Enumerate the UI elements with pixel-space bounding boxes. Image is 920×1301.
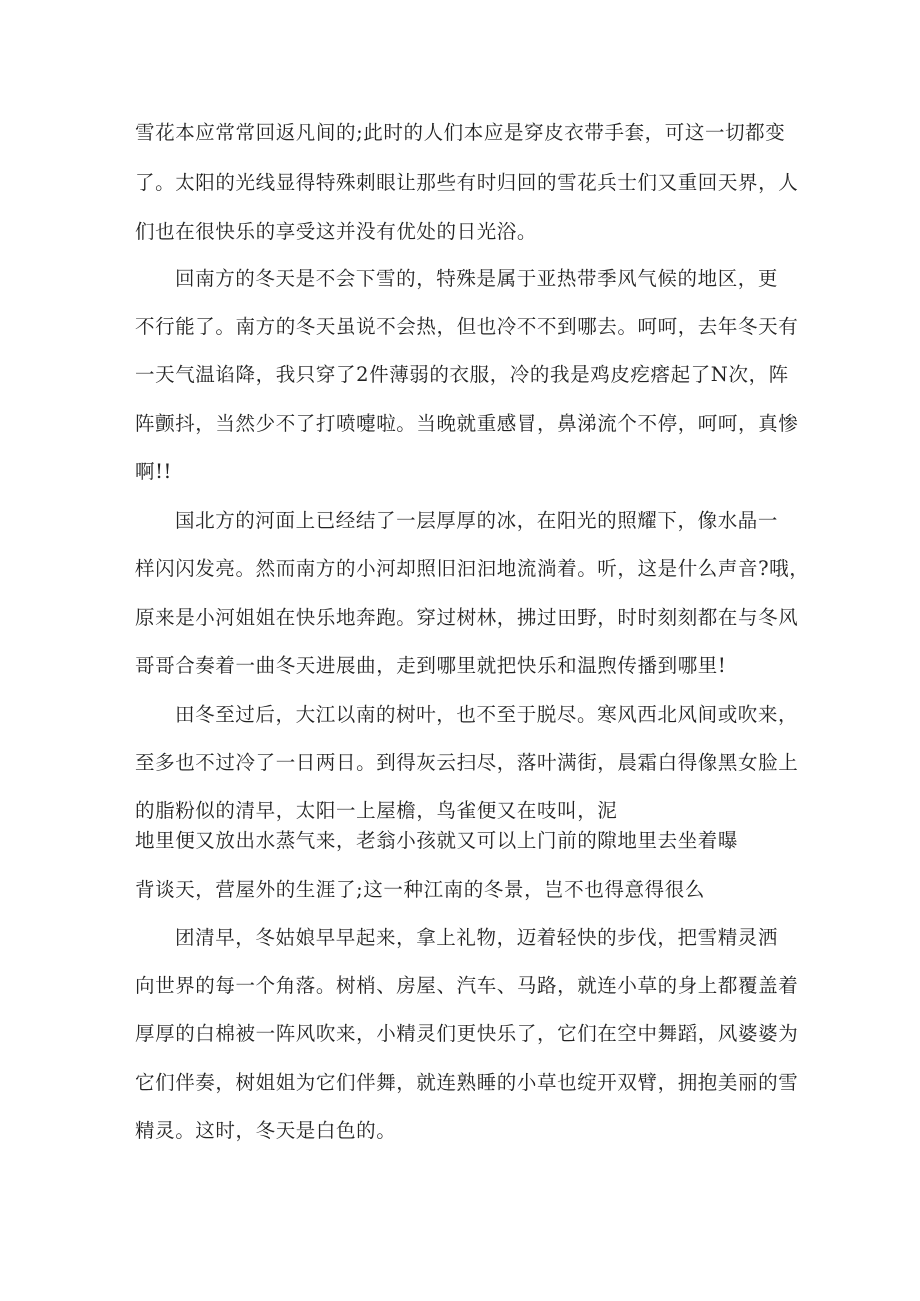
text-line-22: 精灵。这时，冬天是白色的。 [135,1119,397,1142]
text-line-21: 它们伴奏，树姐姐为它们伴舞，就连熟睡的小草也绽开双臂，拥抱美丽的雪 [135,1071,799,1094]
text-line-20: 厚厚的白棉被一阵风吹来，小精灵们更快乐了，它们在空中舞蹈，风婆婆为 [135,1022,799,1045]
text-line-9: 国北方的河面上已经结了一层厚厚的冰，在阳光的照耀下，像水晶一 [175,509,779,532]
text-line-18: 团清早，冬姑娘早早起来，拿上礼物，迈着轻快的步伐，把雪精灵洒 [175,926,779,949]
text-line-8: 啊!! [135,460,172,483]
text-line-15: 的脂粉似的清早，太阳一上屋檐，鸟雀便又在吱叫，泥 [135,799,618,822]
text-line-12: 哥哥合奏着一曲冬天进展曲，走到哪里就把快乐和温煦传播到哪里! [135,654,727,677]
text-line-16: 地里便又放出水蒸气来，老翁小孩就又可以上门前的隙地里去坐着曝 [135,829,739,852]
text-line-14: 至多也不过冷了一日两日。到得灰云扫尽，落叶满街，晨霜白得像黑女脸上 [135,751,799,774]
text-line-19: 向世界的每一个角落。树梢、房屋、汽车、马路，就连小草的身上都覆盖着 [135,974,799,997]
text-line-2: 了。太阳的光线显得特殊刺眼让那些有时归回的雪花兵士们又重回天界，人 [135,171,799,194]
text-line-10: 样闪闪发亮。然而南方的小河却照旧汩汩地流淌着。听，这是什么声音?哦， [135,557,810,580]
text-line-5: 不行能了。南方的冬天虽说不会热，但也冷不不到哪去。呵呵，去年冬天有 [135,315,799,338]
text-line-11: 原来是小河姐姐在快乐地奔跑。穿过树林，拂过田野，时时刻刻都在与冬风 [135,606,799,629]
text-line-7: 阵颤抖，当然少不了打喷嚏啦。当晚就重感冒，鼻涕流个不停，呵呵，真惨 [135,412,799,435]
text-line-4: 回南方的冬天是不会下雪的，特殊是属于亚热带季风气候的地区，更 [175,267,779,290]
text-line-3: 们也在很快乐的享受这并没有优处的日光浴。 [135,220,538,243]
text-line-17: 背谈天，营屋外的生涯了;这一种江南的冬景，岂不也得意得很么 [135,878,705,901]
text-line-6: 一天气温谄降，我只穿了2件薄弱的衣服，冷的我是鸡皮疙瘩起了N次，阵 [135,363,789,386]
text-line-1: 雪花本应常常回返凡间的;此时的人们本应是穿皮衣带手套，可这一切都变 [135,121,786,144]
text-line-13: 田冬至过后，大江以南的树叶，也不至于脱尽。寒风西北风间或吹来， [175,703,799,726]
